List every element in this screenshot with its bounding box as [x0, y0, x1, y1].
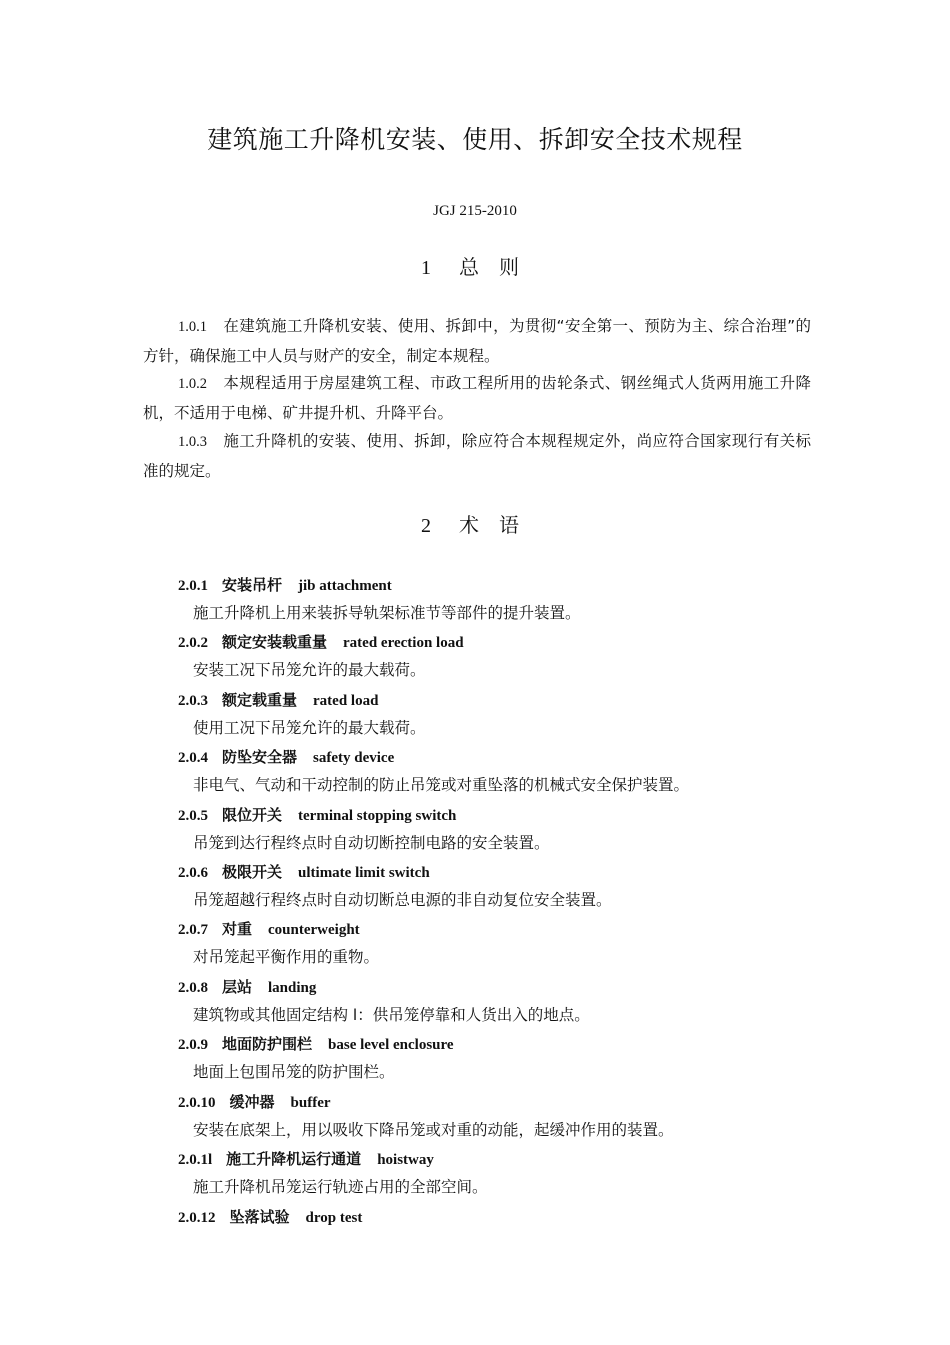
term-english: counterweight: [268, 922, 360, 938]
term-number: 2.0.6: [178, 865, 208, 881]
term-number: 2.0.8: [178, 980, 208, 996]
term-chinese: 限位开关: [222, 806, 283, 824]
term-chinese: 安装吊杆: [222, 576, 283, 594]
term-chinese: 地面防护围栏: [222, 1035, 313, 1053]
term-english: hoistway: [377, 1152, 434, 1168]
term-english: landing: [268, 980, 317, 996]
term-heading: [178, 574, 392, 597]
term-definition: 吊笼到达行程终点时自动切断控制电路的安全装置。: [193, 834, 550, 852]
term-definition: 安装工况下吊笼允许的最大载荷。: [193, 661, 426, 679]
term-number: 2.0.5: [178, 808, 208, 824]
term-chinese: 坠落试验: [229, 1208, 290, 1226]
chapter-title-char: 术: [459, 513, 479, 537]
term-definition: 非电气、气动和干动控制的防止吊笼或对重坠落的机械式安全保护装置。: [193, 776, 690, 794]
term-english: drop test: [305, 1210, 363, 1226]
term-chinese: 层站: [222, 978, 253, 996]
term-chinese: 施工升降机运行通道: [226, 1150, 362, 1168]
term-english: buffer: [290, 1095, 331, 1111]
chapter-title-char: 总: [459, 255, 479, 279]
chapter-2-heading: [0, 511, 950, 540]
term-heading: [178, 1091, 331, 1114]
term-chinese: 防坠安全器: [222, 748, 298, 766]
term-heading: [178, 861, 430, 884]
term-heading: [178, 1148, 434, 1171]
chapter-number: 2: [421, 515, 431, 537]
document-title: 建筑施工升降机安装、使用、拆卸安全技术规程: [207, 125, 743, 154]
term-definition: 安装在底架上，用以吸收下降吊笼或对重的动能，起缓冲作用的装置。: [193, 1121, 674, 1139]
term-english: ultimate limit switch: [298, 865, 430, 881]
clause-number: 1.0.1: [178, 319, 207, 335]
clause-1-0-3: [143, 427, 811, 485]
term-english: base level enclosure: [328, 1037, 454, 1053]
term-definition: 吊笼超越行程终点时自动切断总电源的非自动复位安全装置。: [193, 891, 612, 909]
term-chinese: 缓冲器: [229, 1093, 275, 1111]
term-chinese: 极限开关: [222, 863, 283, 881]
clause-number: 1.0.2: [178, 376, 207, 392]
term-chinese: 额定安装载重量: [222, 633, 328, 651]
term-english: safety device: [313, 750, 395, 766]
clause-text: 施工升降机的安装、使用、拆卸，除应符合本规程规定外，尚应符合国家现行有关标准的规定。: [143, 432, 811, 480]
clause-number: 1.0.3: [178, 434, 207, 450]
term-heading: [178, 1206, 362, 1229]
term-definition: 对吊笼起平衡作用的重物。: [193, 948, 380, 966]
term-heading: [178, 976, 316, 999]
term-english: rated erection load: [343, 635, 464, 651]
term-number: 2.0.2: [178, 635, 208, 651]
standard-code: JGJ 215-2010: [433, 203, 517, 219]
clause-text: 本规程适用于房屋建筑工程、市政工程所用的齿轮条式、钢丝绳式人货两用施工升降机，不适用于电梯、矿井提升机、升降平台。: [143, 374, 811, 422]
term-number: 2.0.4: [178, 750, 208, 766]
term-definition: 施工升降机上用来装拆导轨架标准节等部件的提升装置。: [193, 604, 581, 622]
term-chinese: 额定载重量: [222, 691, 298, 709]
clause-1-0-2: [143, 369, 811, 427]
term-number: 2.0.10: [178, 1095, 216, 1111]
term-chinese: 对重: [222, 920, 253, 938]
term-definition: 地面上包围吊笼的防护围栏。: [193, 1063, 395, 1081]
term-heading: [178, 918, 360, 941]
term-heading: [178, 1033, 454, 1056]
chapter-1-heading: [0, 253, 950, 282]
term-heading: [178, 631, 464, 654]
term-number: 2.0.1: [178, 578, 208, 594]
term-english: terminal stopping switch: [298, 808, 457, 824]
term-heading: [178, 804, 456, 827]
term-heading: [178, 689, 378, 712]
term-number: 2.0.12: [178, 1210, 216, 1226]
term-definition: 使用工况下吊笼允许的最大载荷。: [193, 719, 426, 737]
term-english: rated load: [313, 693, 379, 709]
chapter-number: 1: [421, 257, 431, 279]
term-number: 2.0.3: [178, 693, 208, 709]
term-number: 2.0.1l: [178, 1152, 213, 1168]
term-heading: [178, 746, 394, 769]
clause-1-0-1: [143, 312, 811, 370]
term-number: 2.0.9: [178, 1037, 208, 1053]
term-english: jib attachment: [298, 578, 392, 594]
clause-text: 在建筑施工升降机安装、使用、拆卸中，为贯彻“安全第一、预防为主、综合治理”的方针，确保施工中人员与财产的安全，制定本规程。: [143, 317, 811, 365]
chapter-title-char: 则: [499, 255, 519, 279]
chapter-title-char: 语: [499, 513, 519, 537]
term-number: 2.0.7: [178, 922, 208, 938]
term-definition: 施工升降机吊笼运行轨迹占用的全部空间。: [193, 1178, 488, 1196]
term-definition: 建筑物或其他固定结构 l：供吊笼停靠和人货出入的地点。: [193, 1006, 590, 1024]
